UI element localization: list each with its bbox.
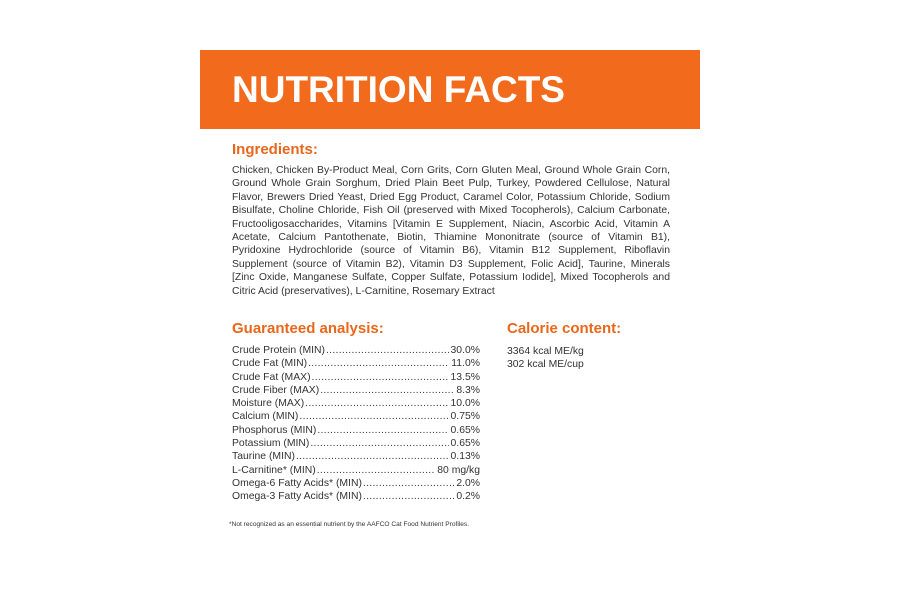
- dot-leader: [308, 357, 449, 370]
- dot-leader: [363, 477, 454, 490]
- analysis-row-calcium-min: [232, 410, 480, 423]
- analysis-row-potassium-min: [232, 437, 480, 450]
- nutrition-facts-banner: [200, 50, 700, 129]
- dot-leader: [310, 437, 448, 450]
- nutrient-name: Taurine (MIN): [232, 451, 295, 463]
- calorie-content-list: [507, 345, 584, 372]
- nutrient-amount: 80 mg/kg: [437, 464, 480, 476]
- dot-leader: [320, 384, 454, 397]
- nutrient-amount: 0.75%: [450, 411, 480, 423]
- nutrient-amount: 0.13%: [450, 451, 480, 463]
- nutrient-amount: 10.0%: [450, 398, 480, 410]
- dot-leader: [296, 450, 449, 463]
- nutrient-name: Potassium (MIN): [232, 438, 310, 450]
- ingredients-heading: Ingredients:: [232, 141, 318, 158]
- analysis-row-crude-fat-min: [232, 357, 480, 370]
- analysis-row-crude-protein-min: [232, 344, 480, 357]
- calorie-per-cup: 302 kcal ME/cup: [507, 359, 584, 371]
- dot-leader: [317, 464, 436, 477]
- analysis-row-crude-fiber-max: [232, 384, 480, 397]
- dot-leader: [363, 490, 454, 503]
- dot-leader: [326, 344, 449, 357]
- analysis-row-omega-3-min: [232, 490, 480, 503]
- nutrient-name: Omega-3 Fatty Acids* (MIN): [232, 491, 362, 503]
- guaranteed-analysis-list: [232, 344, 480, 504]
- guaranteed-analysis-heading: Guaranteed analysis:: [232, 320, 384, 337]
- dot-leader: [317, 424, 448, 437]
- analysis-row-omega-6-min: [232, 477, 480, 490]
- nutrient-amount: 13.5%: [450, 371, 480, 383]
- analysis-row-taurine-min: [232, 450, 480, 463]
- calorie-per-kg: 3364 kcal ME/kg: [507, 346, 584, 357]
- nutrient-name: Moisture (MAX): [232, 398, 305, 410]
- calorie-content-heading: Calorie content:: [507, 320, 622, 337]
- nutrient-name: Crude Fiber (MAX): [232, 384, 320, 396]
- dot-leader: [305, 397, 448, 410]
- nutrient-amount: 11.0%: [451, 358, 480, 370]
- nutrient-amount: 0.65%: [450, 438, 480, 450]
- analysis-row-phosphorus-min: [232, 424, 480, 437]
- analysis-row-crude-fat-max: [232, 371, 480, 384]
- aafco-footnote: *Not recognized as an essential nutrient by the AAFCO Cat Food Nutrient Profiles.: [229, 521, 470, 528]
- nutrient-amount: 8.3%: [456, 384, 480, 396]
- dot-leader: [312, 371, 449, 384]
- nutrient-name: Crude Fat (MIN): [232, 358, 308, 370]
- nutrient-name: Crude Protein (MIN): [232, 345, 325, 356]
- ingredients-list: Chicken, Chicken By-Product Meal, Corn Grits, Corn Gluten Meal, Ground Whole Grain Corn, Ground Whole Grain Sorghum, Dried Plain Beet Pulp, Turkey, Powdered Cellulose, Natural Flavor, Brewers Dried Yeast, Dried Egg Product, Caramel Color, Potassium Chloride, Sodium Bisulfate, Choline Chloride, Fish Oil (preserved with Mixed Tocopherols), Calcium Carbonate, Fructooligosaccharides, Vitamins [Vitamin E Supplement, Niacin, Ascorbic Acid, Vitamin A Acetate, Calcium Pantothenate, Biotin, Thiamine Mononitrate (source of Vitamin B1), Pyridoxine Hydrochloride (source of Vitamin B6), Vitamin B12 Supplement, Riboflavin Supplement (source of Vitamin B2), Vitamin D3 Supplement, Folic Acid], Taurine, Minerals [Zinc Oxide, Manganese Sulfate, Copper Sulfate, Potassium Iodide], Mixed Tocopherols and Citric Acid (preservatives), L-Carnitine, Rosemary Extract: [232, 165, 670, 297]
- nutrient-amount: 2.0%: [456, 477, 480, 489]
- dot-leader: [299, 410, 448, 423]
- page-title: NUTRITION FACTS: [232, 69, 565, 110]
- nutrient-name: Omega-6 Fatty Acids* (MIN): [232, 477, 362, 489]
- analysis-row-l-carnitine-min: [232, 464, 480, 477]
- nutrient-name: Phosphorus (MIN): [232, 424, 317, 436]
- analysis-row-moisture-max: [232, 397, 480, 410]
- nutrient-name: L-Carnitine* (MIN): [232, 464, 316, 476]
- nutrient-amount: 30.0%: [450, 345, 480, 356]
- nutrient-name: Crude Fat (MAX): [232, 371, 311, 383]
- nutrient-amount: 0.65%: [450, 424, 480, 436]
- nutrient-amount: 0.2%: [456, 491, 480, 503]
- nutrient-name: Calcium (MIN): [232, 411, 299, 423]
